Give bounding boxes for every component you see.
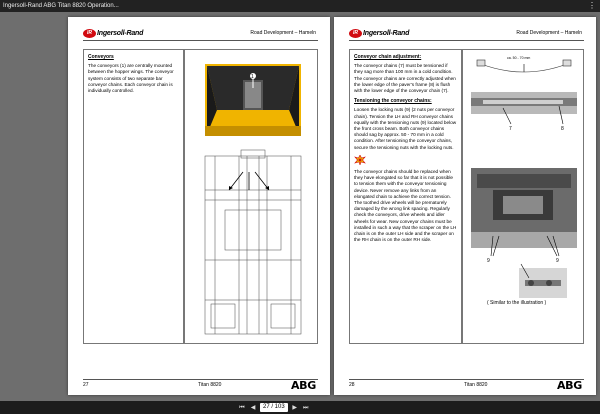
brand-name: Ingersoll-Rand [97,30,144,37]
model-name: Titan 8820 [464,382,488,388]
chain-side-photo [471,92,577,124]
adjustment-title: Conveyor chain adjustment: [354,54,422,60]
window-title: Ingersoll-Rand ABG Titan 8820 Operation... [3,3,119,9]
conveyors-text-box [83,49,184,344]
page-number: 28 [349,382,355,388]
warning-body: The conveyor chains should be replaced when they have elongated so far that it is not possible to tension them with the conveyor tensioning device. Never remove any links from an elongated chain to achieve the correct tension. The toothed drive wheels will be prematurely damaged by the wrong link spacing. Regularly check the conveyors, drive wheels and idler wheels for wear. New conveyor chains must be installed in such a way that the scraper on the LH chain is on the outer LH side and the scraper on the RH chain is on the outer RH side. [354,169,457,243]
page-indicator[interactable]: 27 / 103 [260,403,288,412]
document-page-right [334,17,596,395]
label-7: 7 [509,126,512,132]
section-body: The conveyors (1) are centrally mounted between the hopper wings. The conveyor system consists of two separate bar conveyor chains. Each conveyor chain is individually controlled. [88,63,174,94]
tensioning-body: Loosen the locking nuts (9) (2 nuts per conveyor chain). Tension the LH and RH conveyor chains equally with the tensioning nuts (9) located below the front cross beam. Both conveyor chains should sag by approx. 50 - 70 mm in a cold condition. After tensioning the conveyor chains, secure the tensioning nuts with the locking nuts. [354,107,457,150]
adjustment-text-box [349,49,462,344]
document-page-left [68,17,330,395]
illustration-frame [184,49,318,344]
page-header-text: Road Development – Hameln [250,30,316,36]
label-9-right: 9 [556,258,559,264]
ir-logo-mark: IR [349,29,362,38]
model-name: Titan 8820 [198,382,222,388]
brand-logo [349,29,409,38]
chain-sag-diagram [477,60,571,72]
window-title-bar [0,0,600,12]
page-header-text: Road Development – Hameln [516,30,582,36]
abg-logo: ABG [556,379,582,392]
page-number: 27 [83,382,89,388]
header-divider [349,40,584,41]
nut-closeup-photo [519,264,567,298]
viewer-toolbar [0,401,600,414]
conveyor-illustration [185,50,319,345]
illustration-caption: ( Similar to the illustration ) [487,300,547,306]
header-divider [83,40,318,41]
callout-1: 1 [251,74,254,80]
brand-name: Ingersoll-Rand [363,30,410,37]
label-9-left: 9 [487,258,490,264]
first-page-icon[interactable]: ⏮ [239,404,245,411]
ir-logo-mark: IR [83,29,96,38]
tensioning-nuts-photo [471,168,577,256]
tensioning-title: Tensioning the conveyor chains: [354,98,432,105]
sag-dimension-label: ca. 50 - 70 mm [507,56,531,60]
section-title: Conveyors [88,54,114,60]
warning-icon [354,155,457,167]
previous-page-icon[interactable]: ◀ [250,404,256,411]
brand-logo [83,29,143,38]
next-page-icon[interactable]: ▶ [292,404,297,411]
label-8: 8 [561,126,564,132]
page-navigation [238,403,310,412]
footer-divider [349,379,584,380]
conveyor-top-view-drawing [205,150,301,334]
abg-logo: ABG [290,379,316,392]
footer-divider [83,379,318,380]
ellipsis-icon[interactable]: ⋮ [588,1,596,10]
adjustment-body: The conveyor chains (7) must be tensioned if they sag more than 100 mm in a cold condition. The conveyor chains are correctly adjusted when the lower edge of the paver's frame (8) is flush with the lower edge of the conveyor chain (7). [354,63,456,94]
last-page-icon[interactable]: ⏭ [302,404,309,411]
